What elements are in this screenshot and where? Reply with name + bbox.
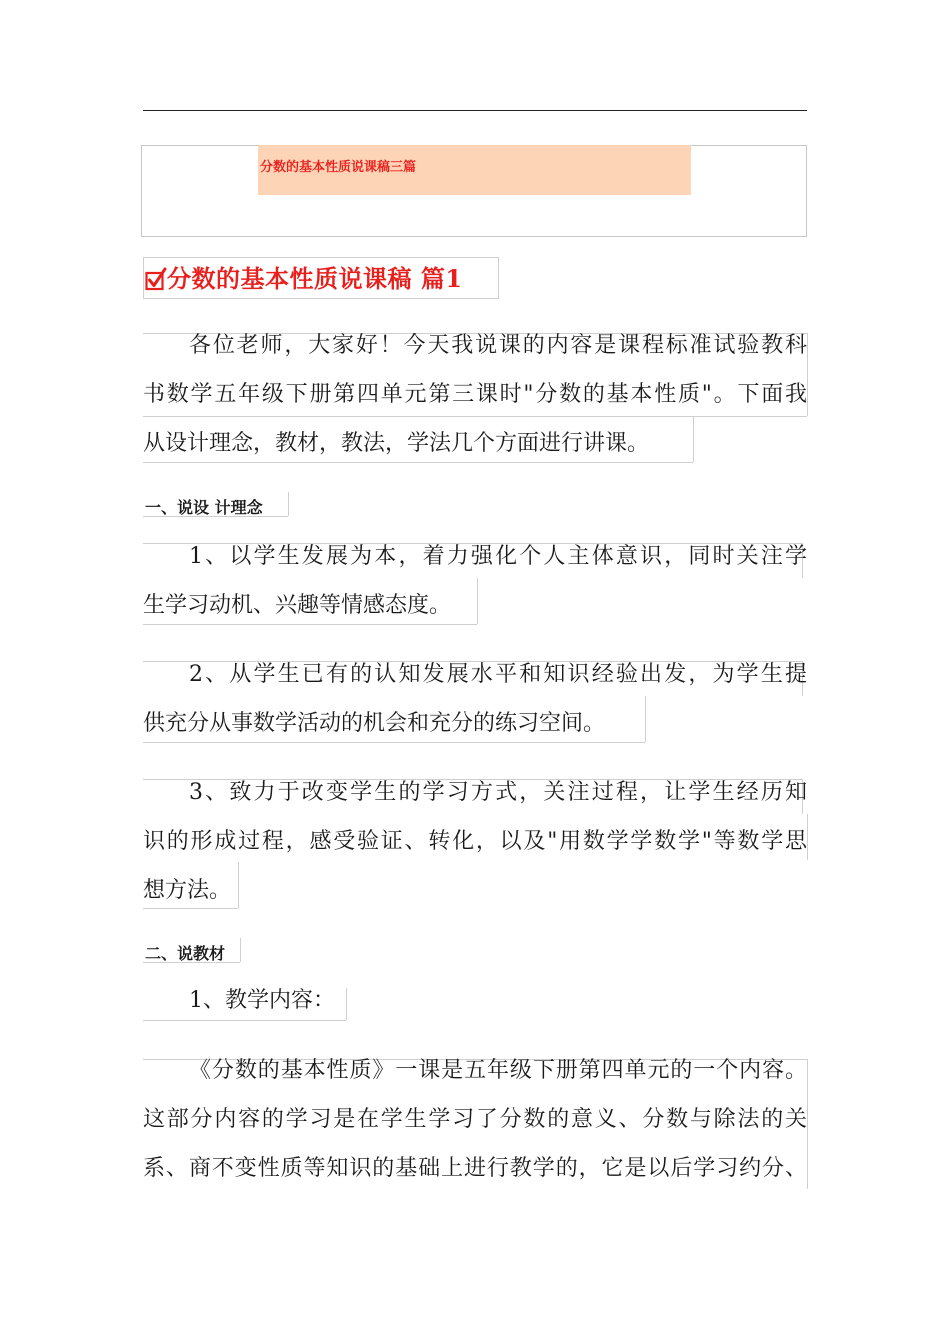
item3-frame-right-2 bbox=[807, 814, 808, 860]
teaching-content-label bbox=[143, 976, 807, 1025]
design-item-3 bbox=[143, 768, 807, 915]
section1-frame-bottom bbox=[143, 516, 288, 517]
intro-paragraph bbox=[143, 321, 807, 468]
sub-heading: 1、教学内容： bbox=[189, 988, 335, 1013]
section-heading: 分数的基本性质说课稿 篇1 bbox=[167, 264, 463, 293]
section1-frame-end bbox=[288, 492, 289, 516]
intro-line: 从设计理念，教材，教法，学法几个方面进行讲课。 bbox=[143, 431, 650, 456]
checkbox-checked-icon bbox=[145, 266, 169, 292]
item-line: 2、从学生已有的认知发展水平和知识经验出发，为学生提 bbox=[189, 662, 807, 687]
item-line: 3、致力于改变学生的学习方式，关注过程，让学生经历知 bbox=[189, 780, 807, 805]
item-line: 识的形成过程，感受验证、转化，以及"用数学学数学"等数学思 bbox=[143, 829, 807, 854]
section2-frame-bottom bbox=[143, 962, 240, 963]
section-title-design: 一、说设 计理念 bbox=[145, 498, 263, 517]
item-line: 供充分从事数学活动的机会和充分的练习空间。 bbox=[143, 711, 606, 736]
intro-line: 书数学五年级下册第四单元第三课时"分数的基本性质"。下面我 bbox=[143, 382, 807, 407]
item-line: 生学习动机、兴趣等情感态度。 bbox=[143, 593, 452, 618]
content-line: 系、商不变性质等知识的基础上进行教学的，它是以后学习约分、 bbox=[143, 1156, 807, 1181]
content-paragraph bbox=[143, 1046, 807, 1193]
section-title-textbook: 二、说教材 bbox=[145, 944, 226, 963]
intro-line: 各位老师，大家好！今天我说课的内容是课程标准试验教科 bbox=[189, 333, 807, 358]
item-line: 想方法。 bbox=[143, 878, 232, 903]
content-frame-right bbox=[807, 1059, 808, 1189]
header-rule bbox=[143, 110, 807, 111]
design-item-2 bbox=[143, 650, 807, 748]
design-item-1 bbox=[143, 532, 807, 630]
item-line: 1、以学生发展为本，着力强化个人主体意识，同时关注学 bbox=[189, 544, 807, 569]
content-line: 《分数的基本性质》一课是五年级下册第四单元的一个内容。 bbox=[189, 1058, 807, 1083]
content-line: 这部分内容的学习是在学生学习了分数的意义、分数与除法的关 bbox=[143, 1107, 807, 1132]
document-title: 分数的基本性质说课稿三篇 bbox=[260, 160, 417, 175]
intro-frame-right bbox=[807, 333, 808, 416]
section2-frame-end bbox=[240, 938, 241, 962]
